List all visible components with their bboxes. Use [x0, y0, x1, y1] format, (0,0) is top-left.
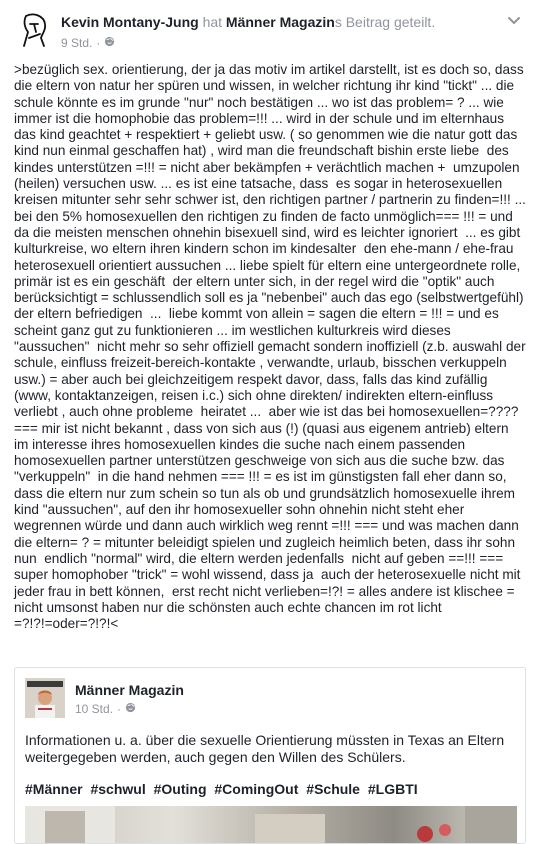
shared-post-image[interactable] [25, 806, 517, 844]
author-avatar[interactable] [14, 10, 54, 50]
globe-icon[interactable] [104, 36, 115, 50]
post-meta [61, 36, 115, 50]
hashtag-list [25, 781, 422, 797]
share-action-text: hat [202, 14, 223, 30]
hashtag-link[interactable]: #LGBTI [367, 781, 418, 797]
shared-post-card[interactable] [14, 667, 526, 844]
hashtag-link[interactable]: #ComingOut [214, 781, 299, 797]
shared-post-text: Informationen u. a. über die sexuelle Orientierung müssten in Texas an Eltern weitergegeben werden, auch gegen den Willen des Schülers. [25, 732, 505, 765]
hashtag-link[interactable]: #schwul [90, 781, 146, 797]
share-action-suffix: s Beitrag geteilt. [334, 14, 436, 30]
shared-post-timestamp[interactable]: 10 Std. [75, 702, 114, 716]
hashtag-link[interactable]: #Outing [153, 781, 207, 797]
globe-icon[interactable] [125, 702, 136, 716]
shared-page-link[interactable]: Männer Magazin [225, 14, 335, 30]
shared-post-meta [75, 702, 136, 716]
hashtag-link[interactable]: #Schule [306, 781, 360, 797]
author-name[interactable]: Kevin Montany-Jung [61, 14, 199, 30]
post-timestamp[interactable]: 9 Std. [61, 36, 93, 50]
chevron-down-icon[interactable] [506, 12, 522, 28]
shared-page-avatar[interactable] [25, 678, 65, 718]
meta-separator: · [96, 36, 101, 50]
post-body-text: >bezüglich sex. orientierung, der ja das motiv im artikel darstellt, ist es doch so, dass die eltern von natur her spüren und wissen, in welcher richtung ihr kind "tickt" ... die schule könnte es im grunde "nur" noch bestätigen ... wo ist das problem= ? ... wie immer ist die homophobie das problem=!!! ... wird in der schule und im elternhaus das kind geachtet + respektiert + geliebt usw. ( so genommen wie die natur gott das kind nun einmal geschaffen hat) , wird man die freundschaft bishin erste liebe des kindes unterstützen =!!! = nicht aber bekämpfen + verächtlich machen + umzupolen (heilen) versuchen usw. ... es ist eine tatsache, dass es sogar in heterosexuellen kreisen mitunter sehr sehr schwer ist, den richtigen partner / partnerin zu finden=!!! ... bei den 5% homosexuellen den richtigen zu finden de facto unmöglich=== !!! = und da die meisten menschen ohnehin bisexuell sind, wird es leichter ignoriert ... es gibt kulturkreise, wo eltern ihren kindern schon im kindesalter den ehe-mann / ehe-frau heterosexuell orientiert aussuchen ... liebe spielt für eltern eine untergeordnete rolle, primär ist es ein geschäft der eltern unter sich, in der regel wird die "optik" auch berücksichtigt = schlussendlich soll es ja "nebenbei" auch das ego (selbstwertgefühl) der eltern befriedigen ... liebe kommt von allein = sagen die eltern = !!! = und es scheint ganz gut zu funktionieren ... im westlichen kulturkreis wird dieses "aussuchen" nicht mehr so sehr offiziell gemacht sondern inoffiziell (z.b. auswahl der schule, einfluss freizeit-bereich-kontakte , verwandte, urlaub, bisschen verkuppeln usw.) = aber auch bei gleichzeitigem respekt davor, dass, falls das kind zufällig (www, kontaktanzeigen, reisen i.c.) sich ohne direkten/ indirekten eltern-einfluss verliebt , auch ohne probleme heiratet ... aber wie ist das bei homosexuellen=???? === mir ist nicht bekannt , dass von sich aus (!) (quasi aus eigenem antrieb) eltern im interesse ihres homosexuellen kindes die suche nach einem passenden homosexuellen partner unterstützen geschweige von sich aus die suche bzw. das "verkuppeln" in die hand nehmen === !!! = es ist im günstigsten fall eher dann so, dass die eltern nur zum schein so tun als ob und grundsätzlich homosexuelle ihrem kind "aussuchen", auf den ihr homosexueller sohn ohnehin nicht steht eher wegrennen würde und dann auch wirklich weg rennt =!!! === und was machen dann die eltern= ? = mitunter beleidigt spielen und zugleich heimlich beten, dass ihr sohn nun endlich "normal" wird, die eltern werden jedenfalls nicht auf geben ==!!! === super homophober "trick" = wohl wissend, dass ja auch der heterosexuelle nicht mit jeder frau in bett können, erst recht nicht verlieben=!?! = alles andere ist klischee = nicht umsonst haben nur die schönsten auch echte chancen im rot licht =?!?!=oder=?!?!< [14, 62, 532, 632]
meta-separator: · [117, 702, 122, 716]
hashtag-link[interactable]: #Männer [25, 781, 83, 797]
post-header-line [61, 14, 435, 30]
shared-page-name[interactable]: Männer Magazin [75, 682, 184, 698]
post-header [0, 0, 534, 62]
